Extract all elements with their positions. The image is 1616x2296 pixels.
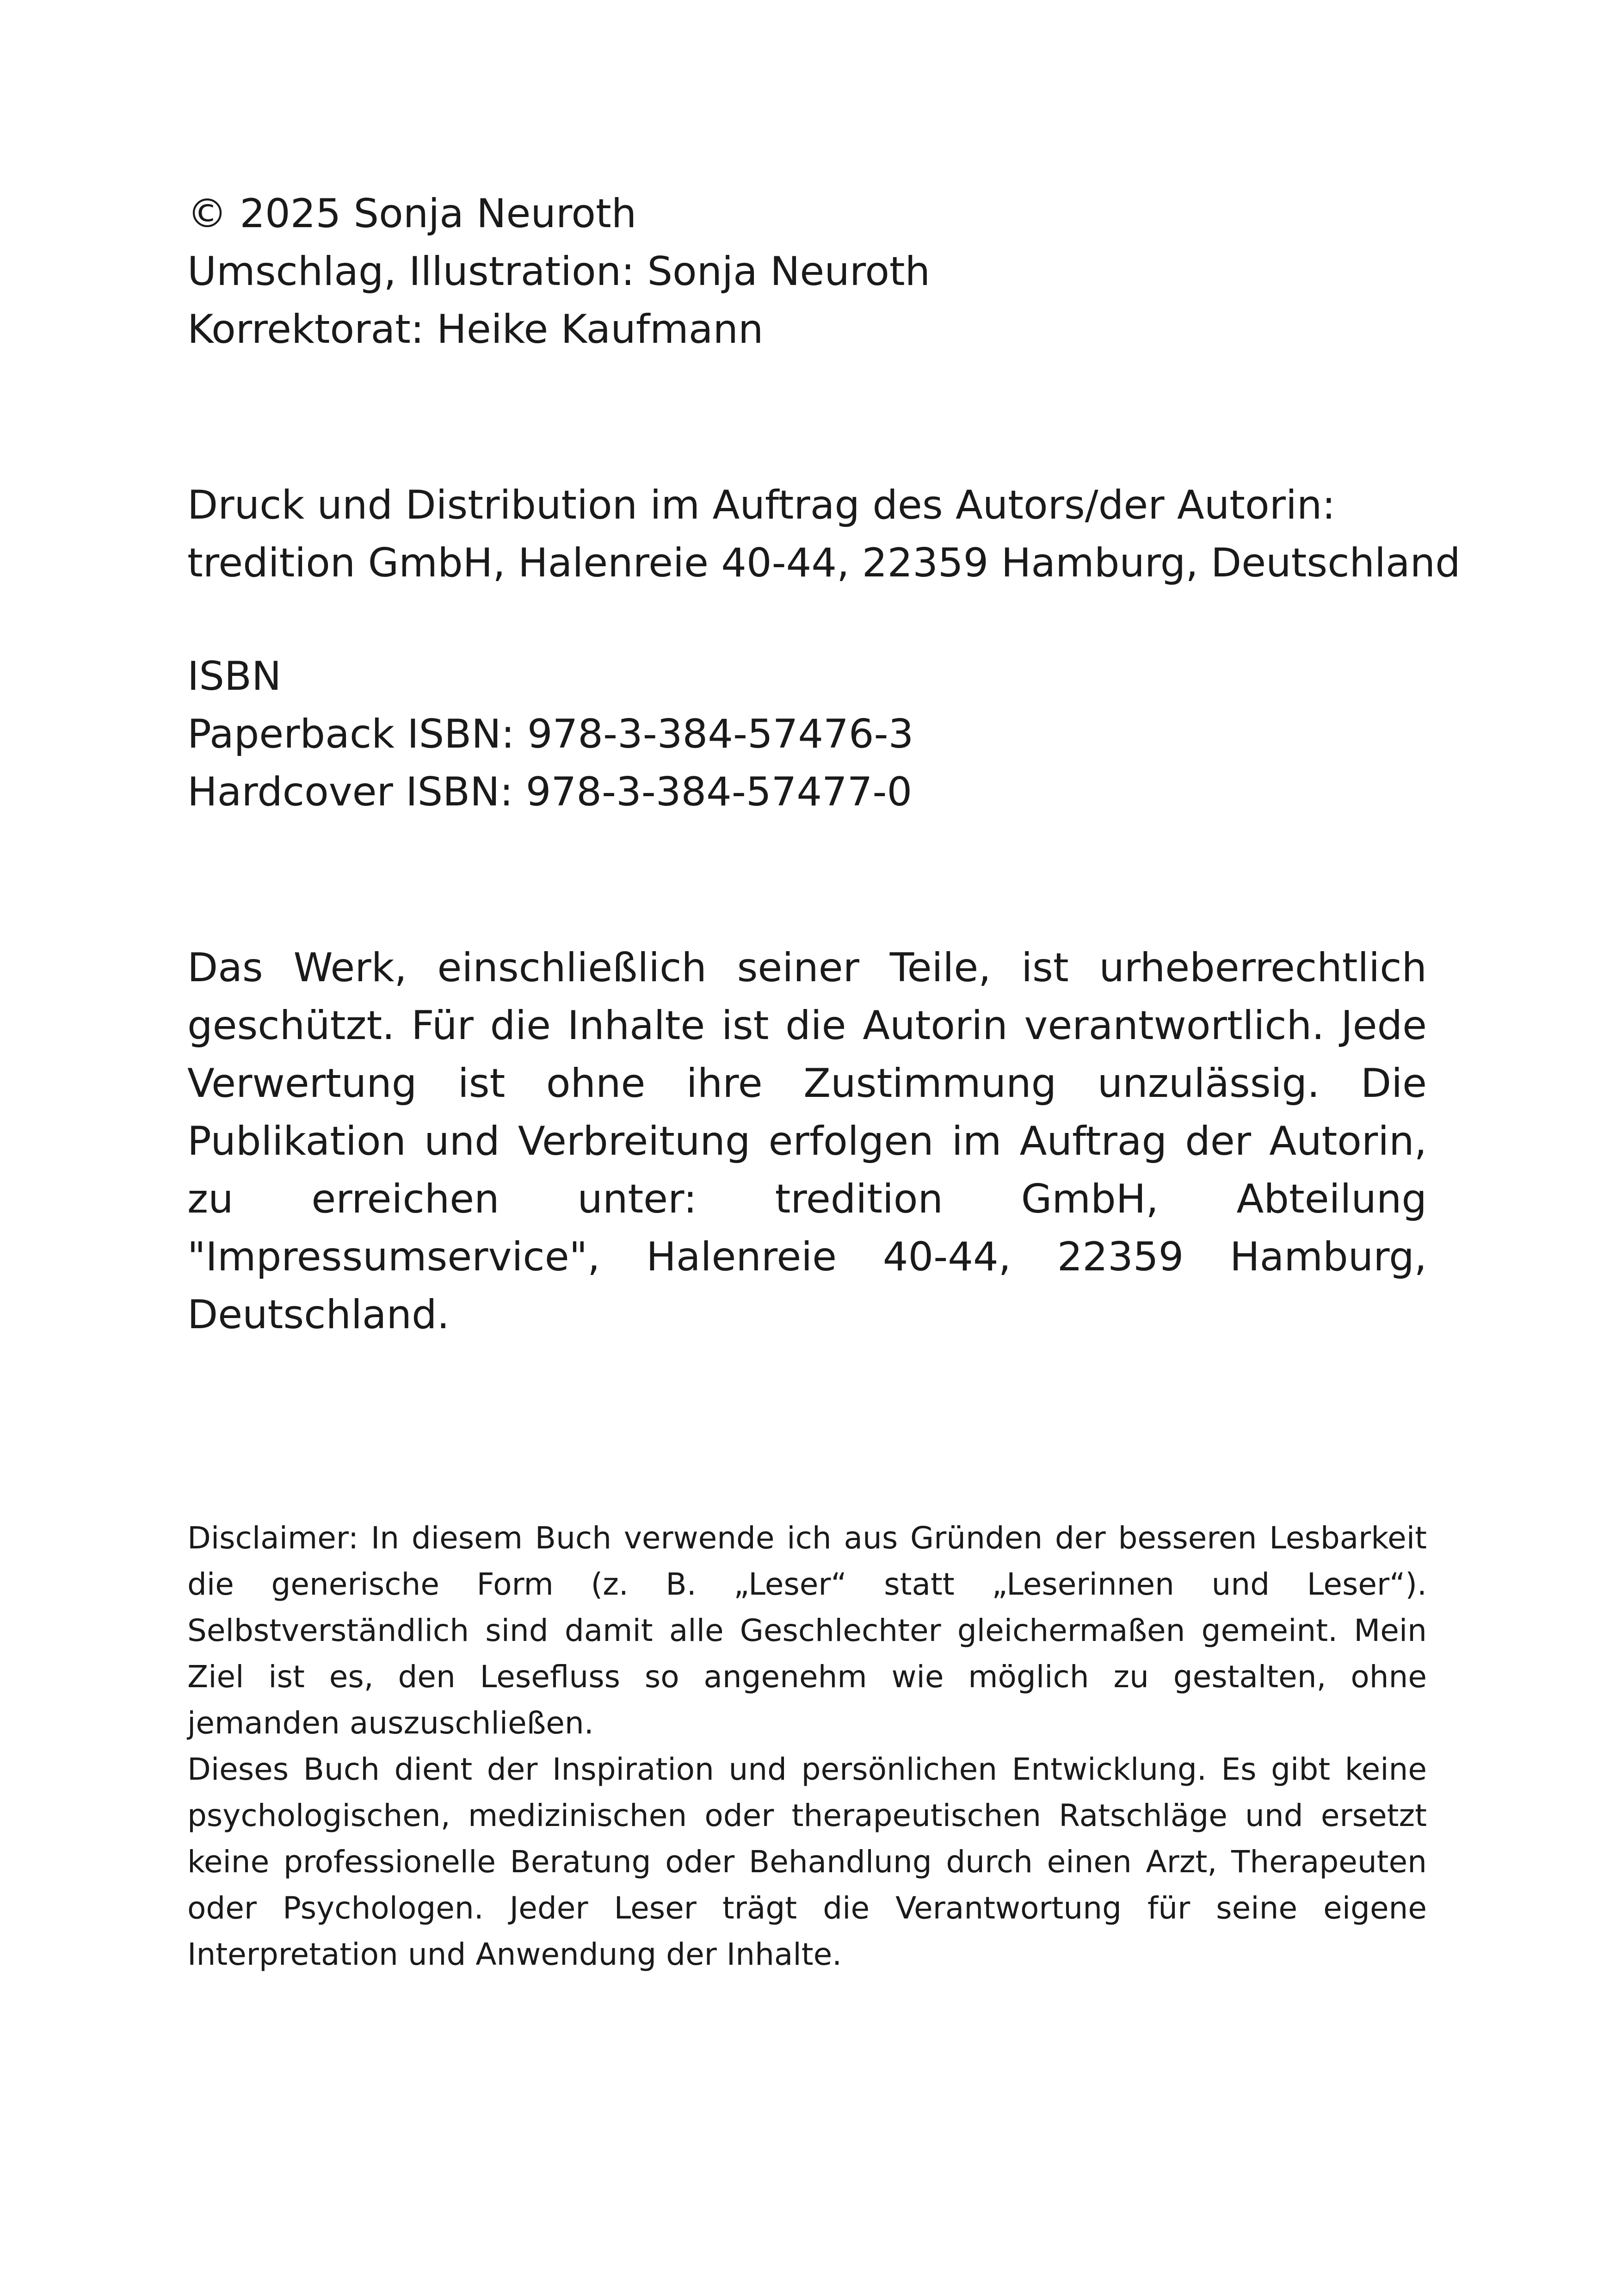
isbn-block: [187, 648, 913, 821]
proofreading-credit-line: Korrektorat: Heike Kaufmann: [187, 306, 764, 353]
disclaimer-paragraph-gender: Disclaimer: In diesem Buch verwende ich aus Gründen der besseren Lesbarkeit die generische Form (z. B. „Leser“ statt „Leserinnen und Leser“). Selbstverständlich sind damit alle Geschlechter gleichermaßen gemeint. Mein Ziel ist es, den Lesefluss so angenehm wie möglich zu gestalten, ohne jemanden auszuschließen.: [187, 1520, 1427, 1741]
print-distribution-line: Druck und Distribution im Auftrag des Autors/der Autorin:: [187, 482, 1336, 528]
disclaimer-block: [187, 1515, 1427, 1978]
isbn-heading: ISBN: [187, 653, 282, 699]
cover-credit-line: Umschlag, Illustration: Sonja Neuroth: [187, 248, 931, 295]
copyright-line: © 2025 Sonja Neuroth: [187, 191, 637, 237]
paperback-isbn: Paperback ISBN: 978-3-384-57476-3: [187, 711, 914, 757]
disclaimer-paragraph-advice: Dieses Buch dient der Inspiration und persönlichen Entwicklung. Es gibt keine psychologischen, medizinischen oder therapeutischen Ratschläge und ersetzt keine professionelle Beratung oder Behandlung durch einen Arzt, Therapeuten oder Psychologen. Jeder Leser trägt die Verantwortung für seine eigene Interpretation und Anwendung der Inhalte.: [187, 1751, 1427, 1972]
publisher-address-line: tredition GmbH, Halenreie 40-44, 22359 Hamburg, Deutschland: [187, 540, 1461, 586]
print-distribution-block: [187, 477, 1461, 592]
credits-block: [187, 185, 930, 359]
hardcover-isbn: Hardcover ISBN: 978-3-384-57477-0: [187, 769, 913, 815]
copyright-notice: Das Werk, einschließlich seiner Teile, ist urheberrechtlich geschützt. Für die Inhalte ist die Autorin verantwortlich. Jede Verwertung ist ohne ihre Zustimmung unzulässig. Die Publikation und Verbreitung erfolgen im Auftrag der Autorin, zu erreichen unter: tredition GmbH, Abteilung "Impressumservice", Halenreie 40-44, 22359 Hamburg, Deutschland.: [187, 945, 1427, 1338]
